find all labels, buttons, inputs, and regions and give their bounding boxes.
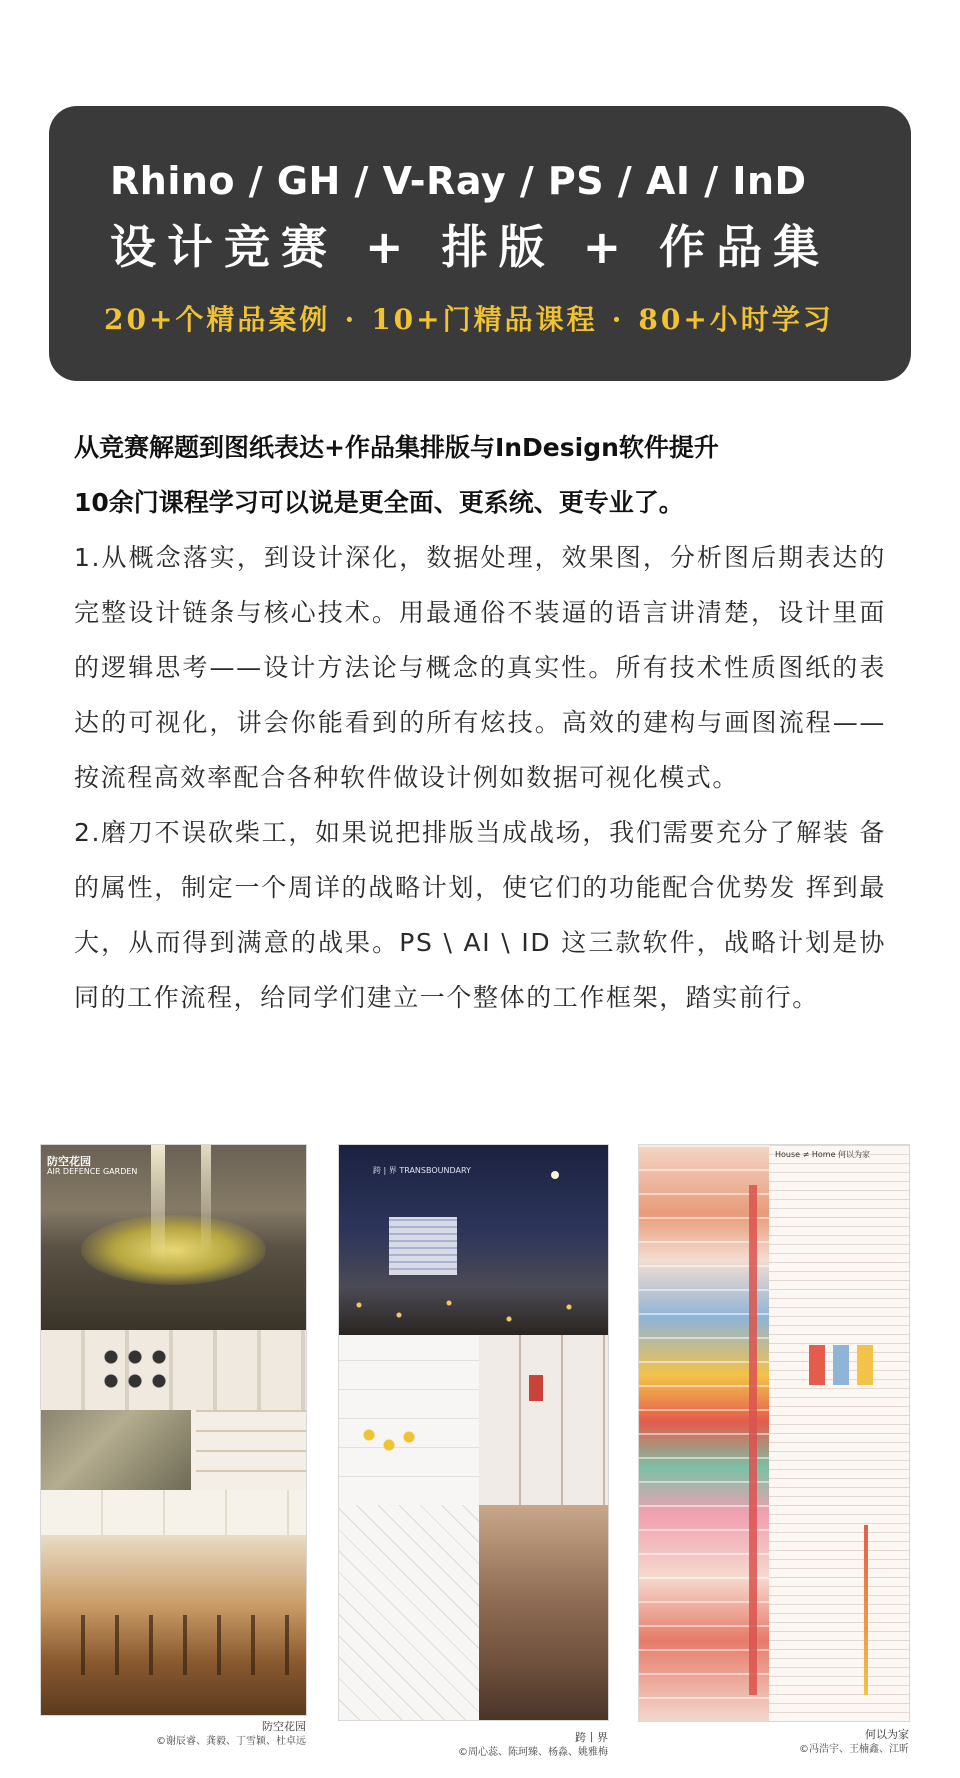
section-render-arches — [51, 1615, 296, 1675]
paragraph-1: 1.从概念落实，到设计深化，数据处理，效果图，分析图后期表达的完整设计链条与核心技术。用最通俗不装逼的语言讲清楚，设计里面的逻辑思考——设计方法论与概念的真实性。所有技术性质图纸的表达的可视化，讲会你能看到的所有炫技。高效的建构与画图流程——按流程高效率配合各种软件做设计例如数据可视化模式。 — [74, 543, 886, 792]
red-accent — [529, 1375, 543, 1401]
intro-headline-2: 10余门课程学习可以说是更全面、更系统、更专业了。 — [74, 488, 684, 517]
hero-render-lightbeam — [201, 1145, 211, 1255]
stat-separator: · — [344, 303, 358, 336]
hero-render-highlight — [81, 1215, 266, 1285]
caption-air-defence-garden — [156, 1719, 306, 1749]
paragraph-2: 2.磨刀不误砍柴工，如果说把排版当成战场，我们需要充分了解装 备的属性，制定一个周详的战略计划，使它们的功能配合优势发 挥到最大，从而得到满意的战果。PS \ AI \ ID 这三款软件，战略计划是协同的工作流程，给同学们建立一个整体的工作框架，踏实前行。 — [74, 818, 886, 1012]
intro-headline-1: 从竞赛解题到图纸表达+作品集排版与InDesign软件提升 — [74, 433, 719, 462]
poster-subtitle: AIR DEFENCE GARDEN — [47, 1167, 138, 1176]
text-columns — [769, 1145, 909, 1721]
hero-render-lightbeam — [151, 1145, 165, 1265]
poster-title: 跨 | 界 TRANSBOUNDARY — [373, 1166, 471, 1175]
poster-air-defence-garden — [41, 1145, 306, 1715]
analysis-band — [41, 1490, 306, 1535]
interior-photos — [479, 1335, 608, 1505]
stat-cases: 20+个精品案例 — [104, 303, 331, 336]
diagram-sheet-left — [339, 1335, 479, 1505]
project-gallery — [38, 1145, 922, 1770]
stat-hours: 80+小时学习 — [638, 303, 834, 336]
city-lights — [339, 1285, 608, 1335]
stat-separator: · — [611, 303, 625, 336]
caption-house-home — [799, 1727, 909, 1757]
caption-transboundary — [458, 1730, 608, 1760]
glowing-building — [389, 1217, 457, 1275]
header-banner — [49, 106, 911, 381]
moon — [551, 1171, 559, 1179]
caption-title: 跨丨界 — [575, 1731, 608, 1744]
caption-title: 何以为家 — [865, 1728, 909, 1741]
caption-authors: ©冯浩宇、王楠鑫、江昕 — [799, 1744, 909, 1755]
axon-grid — [196, 1410, 306, 1490]
main-title: 设计竞赛 + 排版 + 作品集 — [110, 220, 831, 274]
course-stats — [104, 303, 911, 336]
interior-perspective — [479, 1505, 608, 1720]
poster-house-home — [639, 1145, 909, 1721]
caption-authors: ©谢辰睿、龚毅、丁雪颖、杜卓远 — [156, 1736, 306, 1747]
caption-title: 防空花园 — [262, 1720, 306, 1733]
caption-authors: ©周心蕊、陈珂臻、杨淼、姚雅梅 — [458, 1747, 608, 1758]
poster-title: 防空花园 — [47, 1155, 91, 1168]
intro-section — [74, 420, 886, 1025]
spine-column — [749, 1185, 757, 1695]
poster-transboundary — [339, 1145, 608, 1720]
yellow-diagram — [359, 1425, 419, 1465]
red-timeline — [864, 1525, 868, 1695]
bar-chart — [809, 1345, 889, 1385]
stat-courses: 10+门精品课程 — [371, 303, 598, 336]
software-list: Rhino / GH / V-Ray / PS / AI / InD — [110, 159, 807, 203]
axon-sheet — [339, 1505, 479, 1720]
site-plan — [41, 1410, 191, 1490]
diagram-circles — [101, 1345, 181, 1395]
poster-title: House ≠ Home 何以为家 — [775, 1150, 871, 1159]
